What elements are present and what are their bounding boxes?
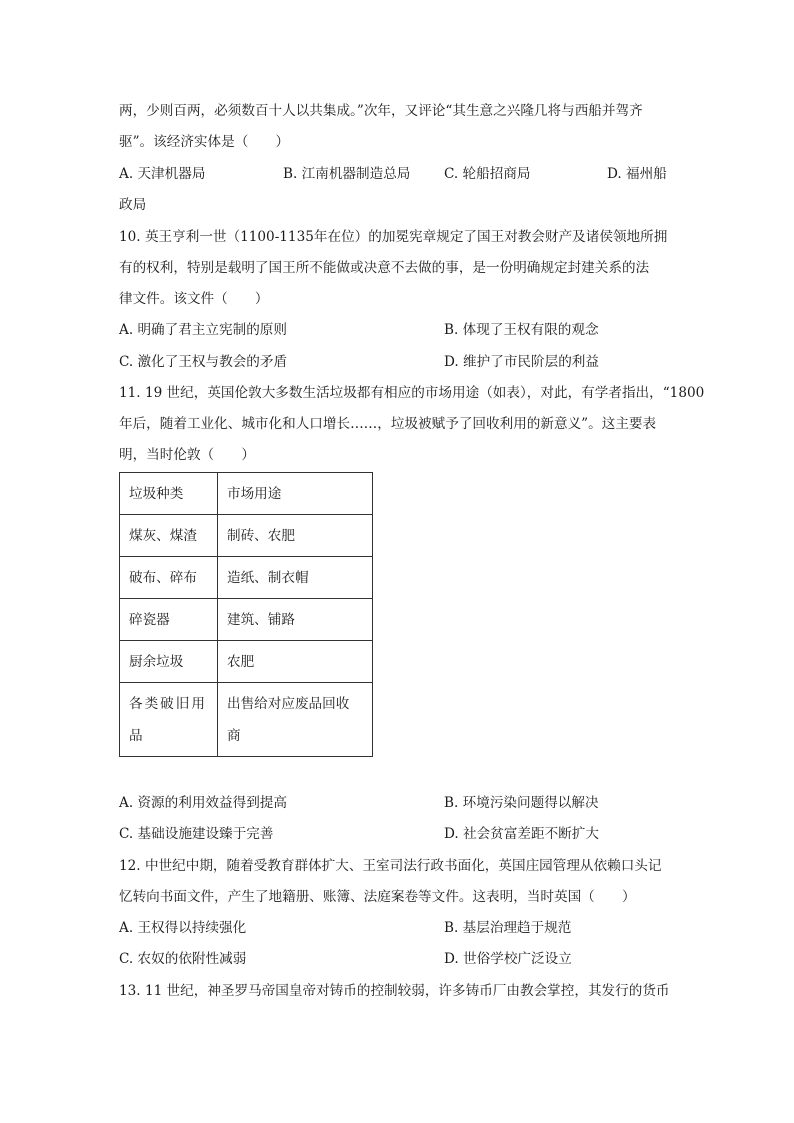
table-header-cell: 市场用途: [218, 473, 373, 515]
q9-option-a: A. 天津机器局: [119, 166, 206, 182]
table-cell: 各类破旧用品: [120, 683, 218, 757]
table-cell: 煤灰、煤渣: [120, 515, 218, 557]
table-cell: 碎瓷器: [120, 599, 218, 641]
q11-option-c: C. 基础设施建设臻于完善: [119, 826, 274, 842]
table-cell: 农肥: [218, 641, 373, 683]
table-row: [120, 683, 373, 757]
q11-option-a: A. 资源的利用效益得到提高: [119, 795, 287, 811]
q10-option-b: B. 体现了王权有限的观念: [444, 322, 599, 338]
q12-line-2: 忆转向书面文件，产生了地籍册、账簿、法庭案卷等文件。这表明，当时英国（ ）: [119, 889, 636, 905]
q12-option-a: A. 王权得以持续强化: [119, 920, 247, 936]
table-row: [120, 641, 373, 683]
table-row: [120, 599, 373, 641]
table-row: [120, 515, 373, 557]
q9-option-b: B. 江南机器制造总局: [283, 166, 411, 182]
q9-option-d-continuation: 政局: [119, 197, 147, 213]
q9-line-1: 两，少则百两，必须数百十人以共集成。”次年，又评论“其生意之兴隆几将与西船并驾齐: [119, 103, 643, 119]
q11-line-1: 11. 19 世纪，英国伦敦大多数生活垃圾都有相应的市场用途（如表），对此，有学者指出，“1800: [119, 385, 705, 401]
q10-line-1: 10. 英王亨利一世（1100-1135年在位）的加冕宪章规定了国王对教会财产及诸侯领地所拥: [119, 229, 668, 245]
q11-option-d: D. 社会贫富差距不断扩大: [444, 826, 599, 842]
q10-line-3: 律文件。该文件（ ）: [119, 291, 269, 307]
q13-line-1: 13. 11 世纪，神圣罗马帝国皇帝对铸币的控制较弱，许多铸币厂由教会掌控，其发行的货币: [119, 983, 670, 999]
table-header-row: [120, 473, 373, 515]
q9-option-d: D. 福州船: [607, 166, 667, 182]
table-cell: 厨余垃圾: [120, 641, 218, 683]
q12-option-d: D. 世俗学校广泛设立: [444, 951, 572, 967]
q9-line-2: 驱”。该经济实体是（ ）: [119, 134, 290, 150]
q12-line-1: 12. 中世纪中期，随着受教育群体扩大、王室司法行政书面化，英国庄园管理从依赖口头记: [119, 858, 662, 874]
table-cell: 建筑、铺路: [218, 599, 373, 641]
table-cell: 制砖、农肥: [218, 515, 373, 557]
table-row: [120, 557, 373, 599]
waste-usage-table: [119, 472, 373, 757]
q12-option-b: B. 基层治理趋于规范: [444, 920, 572, 936]
q12-option-c: C. 农奴的依附性减弱: [119, 951, 247, 967]
table-cell: 破布、碎布: [120, 557, 218, 599]
q11-option-b: B. 环境污染问题得以解决: [444, 795, 599, 811]
q11-line-3: 明，当时伦敦（ ）: [119, 447, 255, 463]
q10-option-a: A. 明确了君主立宪制的原则: [119, 322, 287, 338]
q10-line-2: 有的权利，特别是载明了国王所不能做或决意不去做的事，是一份明确规定封建关系的法: [119, 260, 650, 276]
q10-option-d: D. 维护了市民阶层的利益: [444, 354, 599, 370]
table-cell: 造纸、制衣帽: [218, 557, 373, 599]
table-cell: 出售给对应废品回收商: [218, 683, 373, 757]
table-header-cell: 垃圾种类: [120, 473, 218, 515]
q9-option-c: C. 轮船招商局: [444, 166, 531, 182]
q10-option-c: C. 激化了王权与教会的矛盾: [119, 354, 288, 370]
q11-line-2: 年后，随着工业化、城市化和人口增长……，垃圾被赋予了回收利用的新意义”。这主要表: [119, 416, 657, 432]
